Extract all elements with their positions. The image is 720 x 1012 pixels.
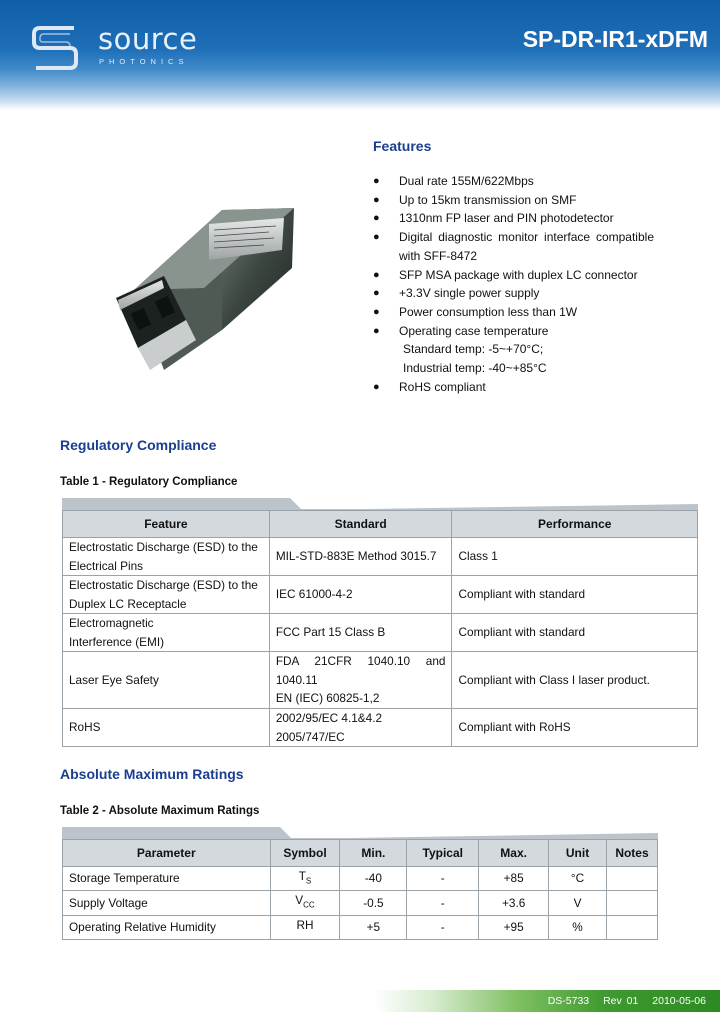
table-cell: Compliant with standard	[452, 576, 698, 614]
table-cell: MIL-STD-883E Method 3015.7	[269, 538, 452, 576]
table-cell: RH	[270, 915, 340, 939]
standard-line: EN (IEC) 60825-1,2	[275, 691, 380, 706]
list-item: ● +3.3V single power supply	[373, 284, 673, 303]
table-cell: Compliant with standard	[452, 614, 698, 652]
table-cell: -	[407, 891, 479, 915]
table-cell	[606, 891, 657, 915]
column-header: Parameter	[63, 840, 271, 867]
table-cell: Supply Voltage	[63, 891, 271, 915]
table-cell: -0.5	[340, 891, 407, 915]
table-row	[63, 709, 698, 747]
table-cell: Laser Eye Safety	[63, 652, 270, 709]
table-row	[63, 538, 698, 576]
table-cell	[606, 915, 657, 939]
bullet-icon: ●	[373, 324, 380, 337]
table-cell: -	[407, 915, 479, 939]
temp-standard: Standard temp: -5~+70°C;	[403, 342, 544, 357]
revision: Rev 01	[603, 995, 639, 1007]
absolute-ratings-table	[62, 839, 658, 940]
bullet-icon: ●	[373, 380, 380, 393]
source-photonics-logo-icon	[30, 22, 80, 72]
column-header: Standard	[269, 511, 452, 538]
logo-subtitle: PHOTONICS	[99, 57, 189, 66]
date: 2010-05-06	[652, 995, 706, 1007]
table-cell: Compliant with RoHS	[452, 709, 698, 747]
table-cell: %	[549, 915, 607, 939]
table-cell: +95	[479, 915, 549, 939]
list-item: ● Digital diagnostic monitor interface compatible with SFF-8472	[373, 230, 654, 263]
table-row	[63, 915, 658, 939]
features-heading: Features	[373, 138, 432, 154]
table-row	[63, 576, 698, 614]
table-cell: $T_S$	[270, 867, 340, 891]
list-item: ● Operating case temperature	[373, 322, 673, 341]
footer-info	[539, 995, 706, 1007]
list-item: ● RoHS compliant	[373, 378, 673, 397]
table-row	[63, 867, 658, 891]
table-cell: +5	[340, 915, 407, 939]
list-item: ● Dual rate 155M/622Mbps	[373, 172, 673, 191]
table-cell	[269, 652, 452, 709]
bullet-icon: ●	[373, 231, 380, 244]
table1-tab	[62, 498, 698, 510]
table-cell: Electromagnetic Interference (EMI)	[63, 614, 270, 652]
table-cell: V	[549, 891, 607, 915]
table-header-row	[63, 511, 698, 538]
list-item: ● 1310nm FP laser and PIN photodetector	[373, 209, 673, 228]
features-list	[373, 172, 673, 396]
document-title: SP-DR-IR1-xDFM	[522, 26, 708, 52]
table-cell: $V_{CC}$	[270, 891, 340, 915]
list-item: ● SFP MSA package with duplex LC connector	[373, 266, 673, 285]
list-item: ● Up to 15km transmission on SMF	[373, 191, 673, 210]
bullet-icon: ●	[373, 193, 380, 206]
column-header: Feature	[63, 511, 270, 538]
bullet-icon: ●	[373, 212, 380, 225]
table-row	[63, 891, 658, 915]
column-header: Min.	[340, 840, 407, 867]
column-header: Unit	[549, 840, 607, 867]
table-cell	[606, 867, 657, 891]
standard-line: 2002/95/EC 4.1&4.2	[275, 711, 383, 725]
column-header: Typical	[407, 840, 479, 867]
table-row	[63, 614, 698, 652]
table-cell: IEC 61000-4-2	[269, 576, 452, 614]
table-cell: Storage Temperature	[63, 867, 271, 891]
bullet-icon: ●	[373, 305, 380, 318]
list-item: ● Power consumption less than 1W	[373, 303, 673, 322]
column-header: Performance	[452, 511, 698, 538]
bullet-icon: ●	[373, 287, 380, 300]
table-cell: Electrostatic Discharge (ESD) to the Electrical Pins	[63, 538, 270, 576]
table-cell: -	[407, 867, 479, 891]
regulatory-heading: Regulatory Compliance	[60, 437, 217, 453]
table2-tab	[62, 827, 658, 839]
regulatory-table	[62, 510, 698, 747]
table-cell: Electrostatic Discharge (ESD) to the Duplex LC Receptacle	[63, 576, 270, 614]
column-header: Symbol	[270, 840, 340, 867]
table2-caption: Table 2 - Absolute Maximum Ratings	[60, 805, 260, 817]
sfp-module-image	[104, 180, 304, 380]
table-cell: °C	[549, 867, 607, 891]
logo-wordmark: source	[98, 22, 198, 56]
table-cell: +3.6	[479, 891, 549, 915]
footer	[0, 990, 720, 1012]
standard-line: FDA 21CFR 1040.10 and 1040.11	[275, 654, 446, 687]
standard-line: 2005/747/EC	[275, 729, 345, 744]
table-cell: Compliant with Class I laser product.	[452, 652, 698, 709]
table-cell: FCC Part 15 Class B	[269, 614, 452, 652]
absolute-ratings-heading: Absolute Maximum Ratings	[60, 766, 244, 782]
table-header-row	[63, 840, 658, 867]
table-cell: RoHS	[63, 709, 270, 747]
table-cell: +85	[479, 867, 549, 891]
temp-industrial: Industrial temp: -40~+85°C	[403, 361, 547, 376]
table-cell: Class 1	[452, 538, 698, 576]
table-cell: Operating Relative Humidity	[63, 915, 271, 939]
header-band	[0, 0, 720, 110]
table1-caption: Table 1 - Regulatory Compliance	[60, 476, 238, 488]
column-header: Notes	[606, 840, 657, 867]
column-header: Max.	[479, 840, 549, 867]
table-row	[63, 652, 698, 709]
bullet-icon: ●	[373, 175, 380, 187]
bullet-icon: ●	[373, 268, 380, 281]
table-cell	[269, 709, 452, 747]
table-cell: -40	[340, 867, 407, 891]
doc-number: DS-5733	[547, 995, 590, 1007]
